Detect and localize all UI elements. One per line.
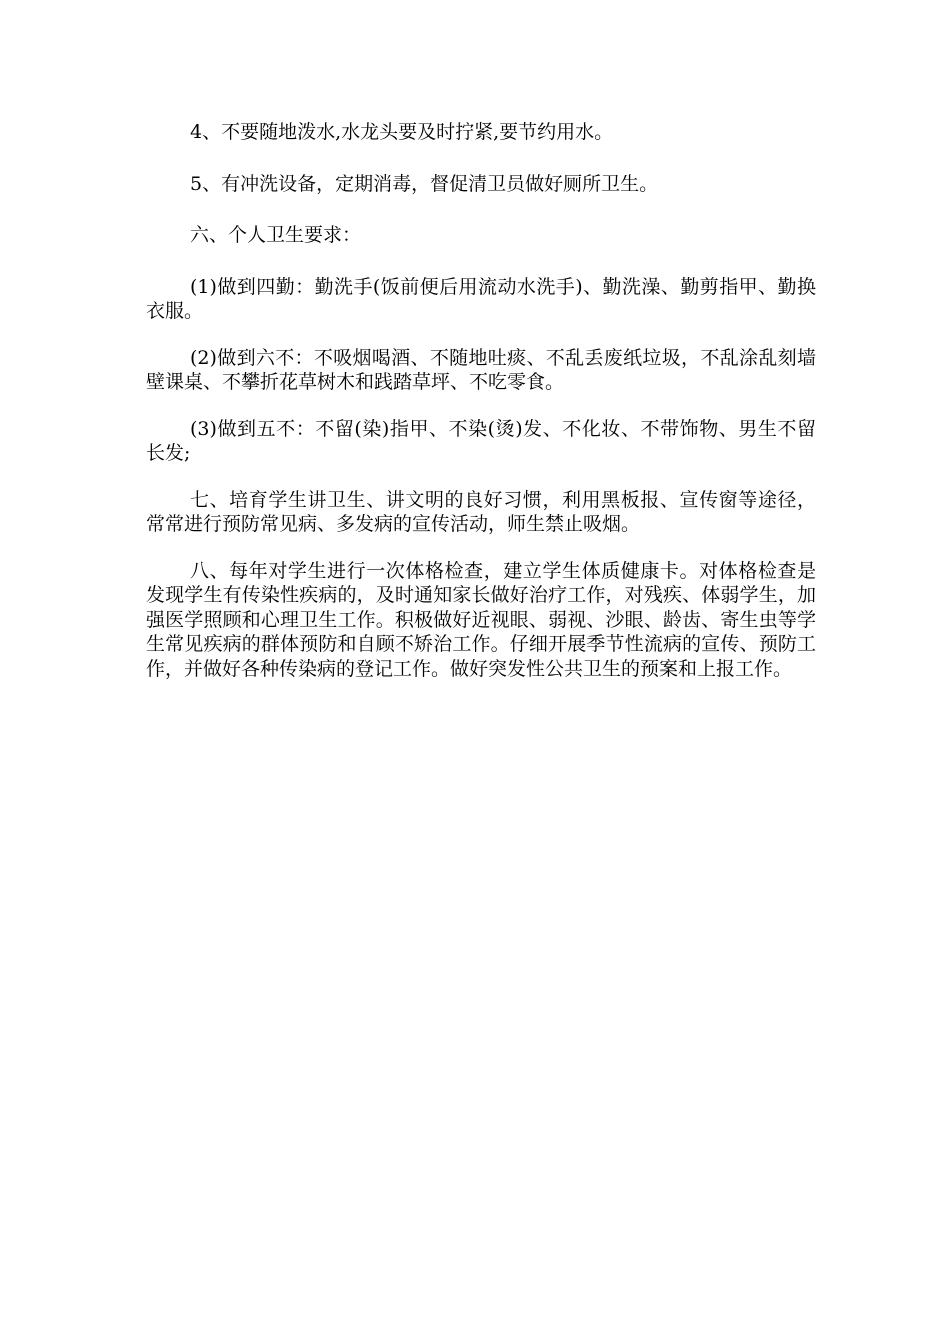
paragraph-item-4: 4、不要随地泼水,水龙头要及时拧紧,要节约用水。 (190, 121, 614, 143)
paragraph-item-5: 5、有冲洗设备，定期消毒，督促清卫员做好厕所卫生。 (190, 172, 659, 195)
paragraph-section-seven: 七、培育学生讲卫生、讲文明的良好习惯，利用黑板报、宣传窗等途径，常常进行预防常见病、多发病的宣传活动，师生禁止吸烟。 (146, 488, 816, 535)
paragraph-section-eight: 八、每年对学生进行一次体格检查，建立学生体质健康卡。对体格检查是发现学生有传染性疾病的，及时通知家长做好治疗工作，对残疾、体弱学生，加强医学照顾和心理卫生工作。积极做好近视眼、弱视、沙眼、龄齿、寄生虫等学生常见疾病的群体预防和自顾不矫治工作。仔细开展季节性流病的宣传、预防工作，并做好各种传染病的登记工作。做好突发性公共卫生的预案和上报工作。 (146, 559, 816, 680)
paragraph-six-donts: (2)做到六不：不吸烟喝酒、不随地吐痰、不乱丢废纸垃圾，不乱涂乱刻墙壁课桌、不攀折花草树木和践踏草坪、不吃零食。 (146, 346, 816, 393)
paragraph-five-donts: (3)做到五不：不留(染)指甲、不染(烫)发、不化妆、不带饰物、男生不留长发; (146, 417, 816, 464)
paragraph-four-diligences: (1)做到四勤：勤洗手(饭前便后用流动水洗手)、勤洗澡、勤剪指甲、勤换衣服。 (146, 275, 816, 322)
section-heading-personal-hygiene: 六、个人卫生要求： (190, 224, 362, 246)
document-page (146, 120, 816, 703)
